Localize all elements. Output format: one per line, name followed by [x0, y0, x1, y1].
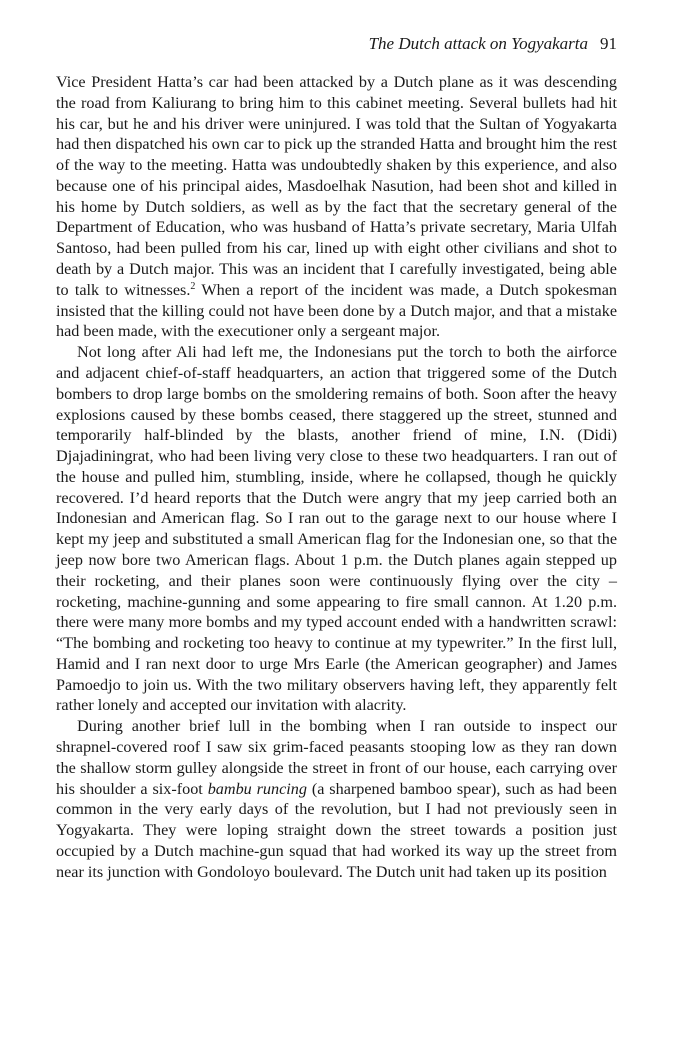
body-text	[56, 72, 617, 882]
running-head	[56, 32, 617, 72]
book-page	[56, 32, 617, 882]
paragraph-text: Vice President Hatta’s car had been attacked by a Dutch plane as it was descending the road from Kaliurang to bring him to this cabinet meeting. Several bullets had hit his car, but he and his driver were uninjured. I was told that the Sultan of Yogyakarta had then dispatched his own car to pick up the stranded Hatta and brought him the rest of the way to the meeting. Hatta was undoubtedly shaken by this experience, and also because one of his principal aides, Masdoelhak Nasution, had been shot and killed in his home by Dutch soldiers, as well as by the fact that the secretary general of the Department of Education, who was husband of Hatta’s private secretary, Maria Ulfah Santoso, had been pulled from his car, lined up with eight other civilians and shot to death by a Dutch major. This was an incident that I carefully investigated, being able to talk to witnesses.	[56, 73, 617, 299]
footnote-marker: 2	[190, 280, 196, 292]
paragraph-text: (a sharpened bamboo spear), such as had been common in the very early days of the revolution, but I had not previously seen in Yogyakarta. They were loping straight down the street towards a position just occupied by a Dutch machine-gun squad that had worked its way up the street from near its junction with Gondoloyo boulevard. The Dutch unit had taken up its position	[56, 779, 617, 881]
running-title: The Dutch attack on Yogyakarta	[368, 34, 588, 53]
paragraph-text: Not long after Ali had left me, the Indonesians put the torch to both the airforce and adjacent chief-of-staff headquarters, an action that triggered some of the Dutch bombers to drop large bombs on the smoldering remains of both. Soon after the heavy explosions caused by these bombs ceased, there staggered up the street, stunned and temporarily half-blinded by the blasts, another friend of mine, I.N. (Didi) Djajadiningrat, who had been living very close to these two headquarters. I ran out of the house and pulled him, stumbling, inside, where he collapsed, though he quickly recovered. I’d heard reports that the Dutch were angry that my jeep carried both an Indonesian and American flag. So I ran out to the garage next to our house where I kept my jeep and substituted a small American flag for the Indonesian one, so that the jeep now bore two American flags. About 1 p.m. the Dutch planes again stepped up their rocketing, and their planes soon were continuously flying over the city – rocketing, machine-gunning and some appearing to fire small cannon. At 1.20 p.m. there were many more bombs and my typed account ended with a handwritten scrawl: “The bombing and rocketing too heavy to continue at my typewriter.” In the first lull, Hamid and I ran next door to urge Mrs Earle (the American geographer) and James Pamoedjo to join us. With the two military observers having left, they apparently felt rather lonely and accepted our invitation with alacrity.	[56, 343, 617, 715]
paragraph-text: During another brief lull in the bombing when I ran outside to inspect our shrapnel-covered roof I saw six grim-faced peasants stooping low as they ran down the shallow storm gulley alongside the street in front of our house, each carrying over his shoulder a six-foot	[56, 717, 617, 798]
page-number: 91	[600, 34, 617, 53]
paragraph-text: When a report of the incident was made, a Dutch spokesman insisted that the killing could not have been done by a Dutch major, and that a mistake had been made, with the executioner only a sergeant major.	[56, 280, 617, 341]
paragraph-2	[56, 342, 617, 716]
paragraph-3	[56, 716, 617, 882]
italic-term: bambu runcing	[207, 779, 307, 798]
paragraph-1	[56, 72, 617, 342]
